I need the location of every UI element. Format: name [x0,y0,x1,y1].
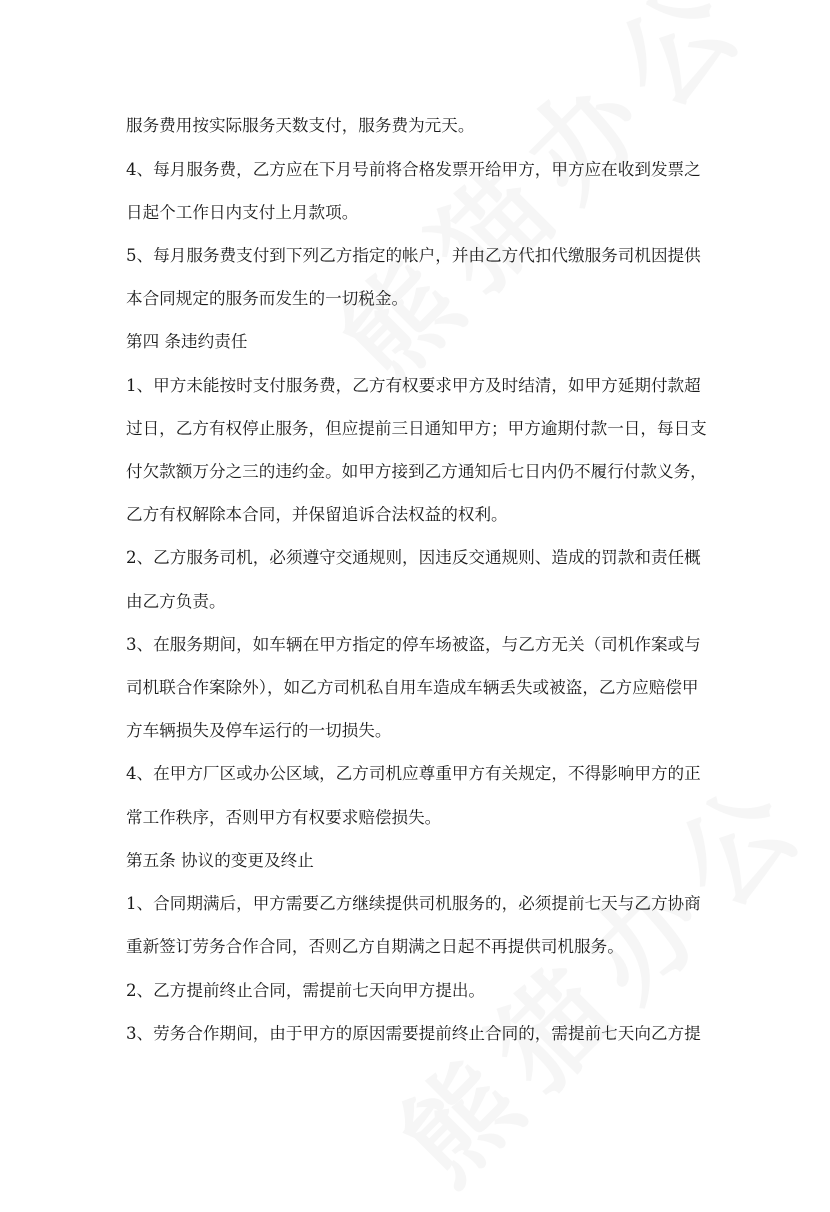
text-line: 1、甲方未能按时支付服务费，乙方有权要求甲方及时结清，如甲方延期付款超 [126,376,701,395]
text-line: 1、合同期满后，甲方需要乙方继续提供司机服务的，必须提前七天与乙方协商 [126,894,701,913]
text-line: 4、每月服务费，乙方应在下月号前将合格发票开给甲方，甲方应在收到发票之 [126,160,701,179]
text-line: 过日，乙方有权停止服务，但应提前三日通知甲方；甲方逾期付款一日，每日支 [126,419,707,438]
text-line: 由乙方负责。 [126,592,226,611]
section-heading: 第五条 协议的变更及终止 [126,851,314,870]
text-line: 2、乙方服务司机，必须遵守交通规则，因违反交通规则、造成的罚款和责任概 [126,548,701,567]
text-line: 3、在服务期间，如车辆在甲方指定的停车场被盗，与乙方无关（司机作案或与 [126,635,701,654]
text-line: 常工作秩序，否则甲方有权要求赔偿损失。 [126,808,442,827]
text-line: 4、在甲方厂区或办公区域，乙方司机应尊重甲方有关规定，不得影响甲方的正 [126,764,701,783]
section-heading: 第四 条违约责任 [126,332,248,351]
watermark [360,732,830,1211]
text-line: 日起个工作日内支付上月款项。 [126,203,359,222]
text-line: 乙方有权解除本合同，并保留追诉合法权益的权利。 [126,505,508,524]
text-line: 2、乙方提前终止合同，需提前七天向甲方提出。 [126,981,486,1000]
text-line: 服务费用按实际服务天数支付，服务费为元天。 [126,116,475,135]
text-line: 3、劳务合作期间，由于甲方的原因需要提前终止合同的，需提前七天向乙方提 [126,1024,701,1043]
text-line: 司机联合作案除外），如乙方司机私自用车造成车辆丢失或被盗，乙方应赔偿甲 [126,678,699,697]
text-line: 付欠款额万分之三的违约金。如甲方接到乙方通知后七日内仍不履行付款义务， [126,462,707,481]
text-line: 5、每月服务费支付到下列乙方指定的帐户，并由乙方代扣代缴服务司机因提供 [126,246,701,265]
text-line: 本合同规定的服务而发生的一切税金。 [126,289,409,308]
text-line: 重新签订劳务合作合同，否则乙方自期满之日起不再提供司机服务。 [126,937,624,956]
text-line: 方车辆损失及停车运行的一切损失。 [126,721,392,740]
